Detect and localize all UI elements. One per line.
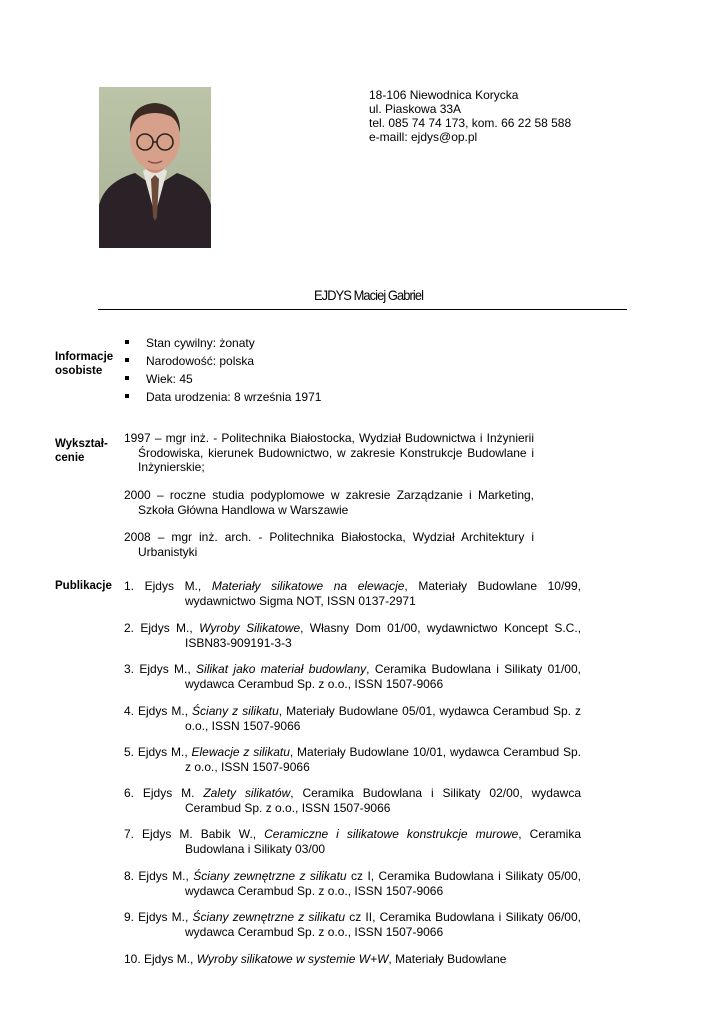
publication-title: Ceramiczne i silikatowe konstrukcje murowe bbox=[264, 827, 519, 841]
publication-title: Ściany zewnętrzne z silikatu bbox=[192, 910, 346, 924]
publication-title: Silikat jako materiał budowlany bbox=[196, 662, 367, 676]
phone-line: tel. 085 74 74 173, kom. 66 22 58 588 bbox=[369, 116, 572, 130]
publication-entry: 10. Ejdys M., Wyroby silikatowe w systemie W+W, Materiały Budowlane bbox=[124, 952, 507, 966]
bullet-icon bbox=[125, 358, 129, 362]
portrait-photo bbox=[99, 87, 211, 248]
bullet-icon bbox=[125, 340, 129, 344]
header-divider bbox=[98, 309, 627, 310]
publication-title: Elewacje z silikatu bbox=[191, 745, 290, 759]
bullet-icon bbox=[125, 376, 129, 380]
address-line: 18-106 Niewodnica Korycka bbox=[369, 88, 519, 102]
publication-title: Wyroby Silikatowe bbox=[199, 621, 301, 635]
education-entry: 1997 – mgr inż. - Politechnika Białostocka, Wydział Budownictwa i Inżynierii Środowiska, kierunek Budownictwo, w zakresie Konstrukcje Budowlane i Inżynierskie; bbox=[124, 431, 534, 474]
publication-entry: 2. Ejdys M., Wyroby Silikatowe, Własny Dom 01/00, wydawnictwo Koncept S.C., ISBN83-909191-3-3 bbox=[124, 621, 581, 650]
publication-entry: 3. Ejdys M., Silikat jako materiał budowlany, Ceramika Budowlana i Silikaty 01/00, wydawca Cerambud Sp. z o.o., ISSN 1507-9066 bbox=[124, 662, 581, 691]
education-entry: 2008 – mgr inż. arch. - Politechnika Białostocka, Wydział Architektury i Urbanistyki bbox=[124, 530, 534, 559]
publication-title: Zalety silikatów bbox=[203, 786, 291, 800]
publication-entry: 6. Ejdys M. Zalety silikatów, Ceramika Budowlana i Silikaty 02/00, wydawca Cerambud Sp. z o.o., ISSN 1507-9066 bbox=[124, 786, 581, 815]
street-line: ul. Piaskowa 33A bbox=[369, 102, 462, 116]
publication-entry: 4. Ejdys M., Ściany z silikatu, Materiały Budowlane 05/01, wydawca Cerambud Sp. z o.o., ISSN 1507-9066 bbox=[124, 704, 581, 733]
section-label-education: Wykształ- cenie bbox=[55, 438, 108, 464]
publication-entry: 1. Ejdys M., Materiały silikatowe na elewacje, Materiały Budowlane 10/99, wydawnictwo Sigma NOT, ISSN 0137-2971 bbox=[124, 579, 581, 608]
section-label-personal: Informacje osobiste bbox=[55, 351, 114, 377]
contact-block bbox=[369, 88, 571, 144]
publication-entry: 8. Ejdys M., Ściany zewnętrzne z silikatu cz I, Ceramika Budowlana i Silikaty 05/00, wydawca Cerambud Sp. z o.o., ISSN 1507-9066 bbox=[124, 869, 581, 898]
publication-entry: 7. Ejdys M. Babik W., Ceramiczne i silikatowe konstrukcje murowe, Ceramika Budowlana i Silikaty 03/00 bbox=[124, 827, 581, 856]
publication-title: Ściany zewnętrzne z silikatu bbox=[193, 869, 347, 883]
publication-entry: 5. Ejdys M., Elewacje z silikatu, Materiały Budowlane 10/01, wydawca Cerambud Sp. z o.o., ISSN 1507-9066 bbox=[124, 745, 582, 774]
person-name: EJDYS Maciej Gabriel bbox=[314, 287, 424, 303]
publication-title: Materiały silikatowe na elewacje bbox=[211, 579, 405, 593]
publication-title: Ściany z silikatu bbox=[192, 704, 279, 718]
publication-title: Wyroby silikatowe w systemie W+W bbox=[196, 952, 389, 966]
publication-entry: 9. Ejdys M., Ściany zewnętrzne z silikatu cz II, Ceramika Budowlana i Silikaty 06/00, wydawca Cerambud Sp. z o.o., ISSN 1507-9066 bbox=[124, 910, 581, 939]
bullet-icon bbox=[125, 394, 129, 398]
email-line: e-maill: ejdys@op.pl bbox=[369, 130, 478, 144]
education-entry: 2000 – roczne studia podyplomowe w zakresie Zarządzanie i Marketing, Szkoła Główna Handlowa w Warszawie bbox=[124, 488, 534, 517]
section-label-publications: Publikacje bbox=[55, 580, 112, 592]
